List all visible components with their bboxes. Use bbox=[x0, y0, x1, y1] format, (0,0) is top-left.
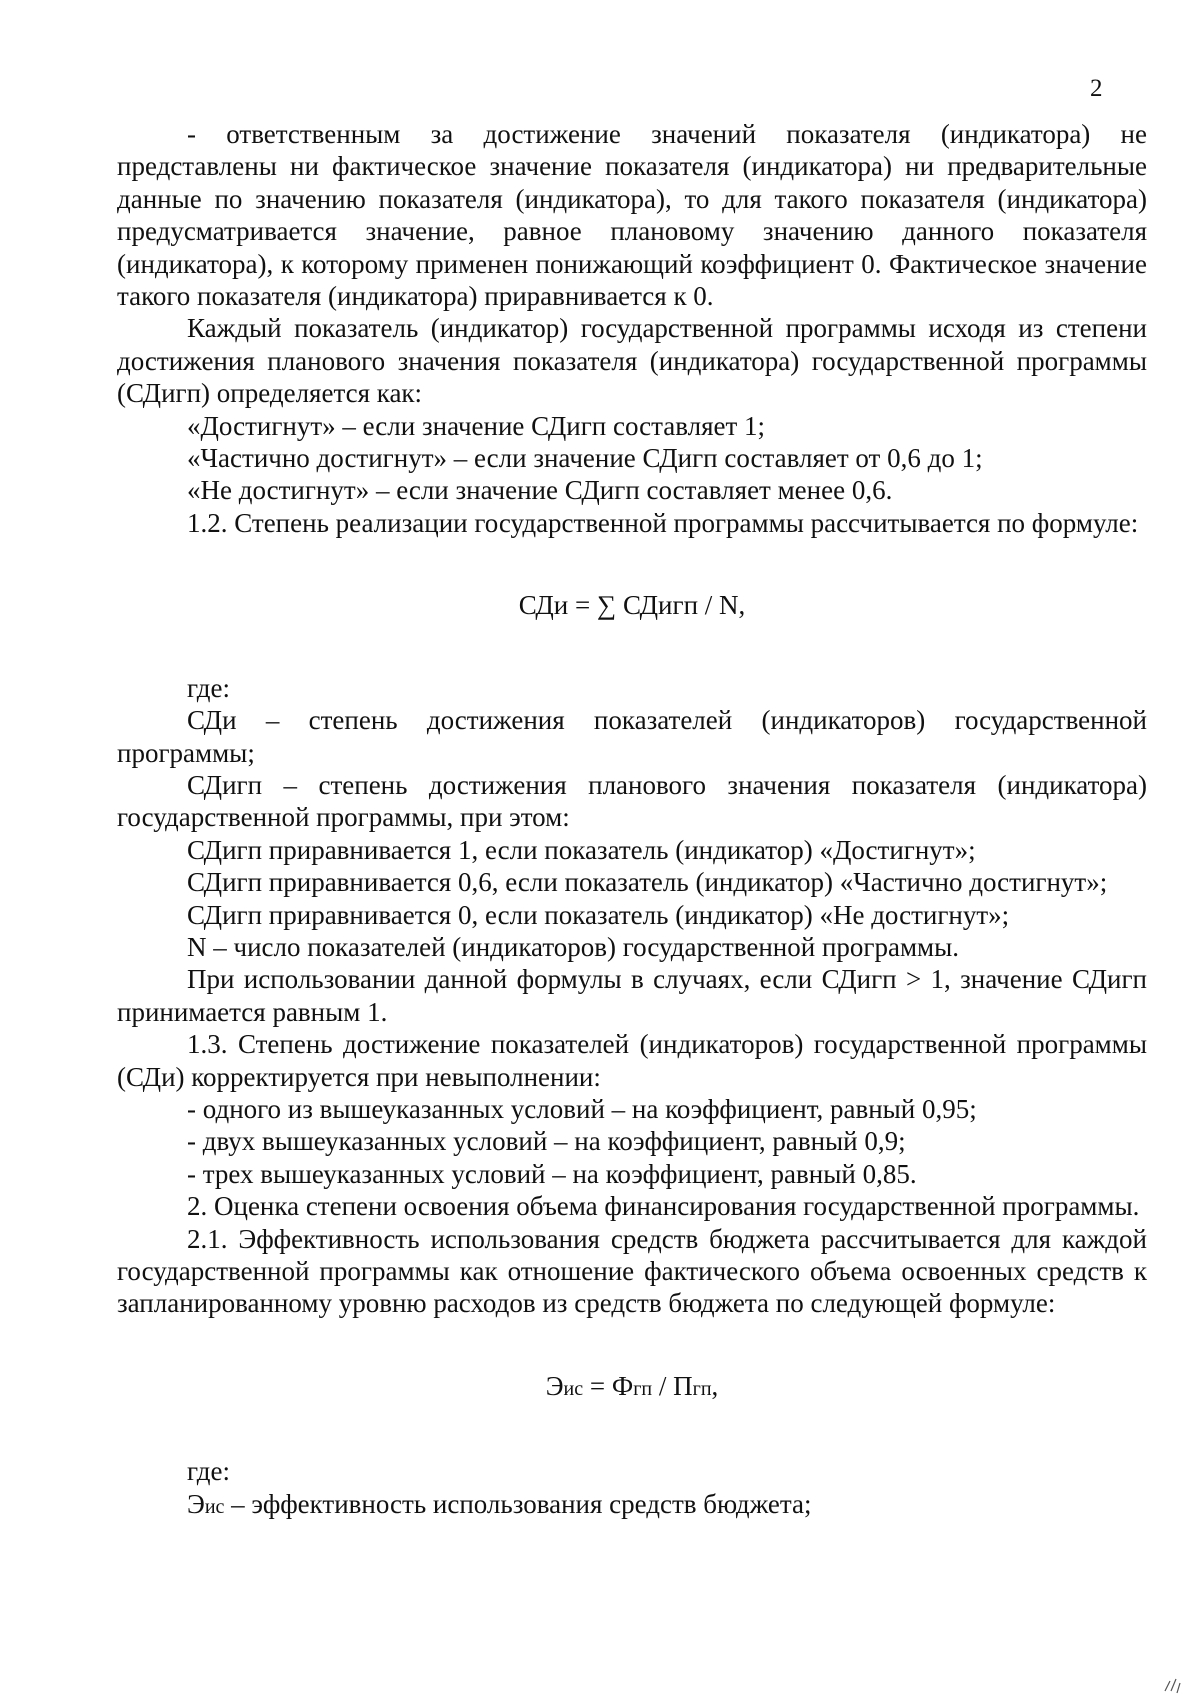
definition: СДигп приравнивается 0,6, если показатель (индикатор) «Частично достигнут»; bbox=[187, 867, 1108, 898]
definition bbox=[117, 1488, 1147, 1523]
spacer bbox=[117, 1320, 1147, 1370]
formula-part: Э bbox=[545, 1370, 564, 1401]
list-item: «Частично достигнут» – если значение СДигп составляет от 0,6 до 1; bbox=[187, 443, 983, 474]
formula-part: Э bbox=[187, 1488, 205, 1519]
formula-subscript: ис bbox=[563, 1377, 584, 1400]
document-body bbox=[117, 118, 1147, 1523]
spacer bbox=[117, 622, 1147, 672]
page-number: 2 bbox=[1090, 75, 1103, 102]
where-label: где: bbox=[187, 672, 230, 703]
list-item: - двух вышеуказанных условий – на коэффициент, равный 0,9; bbox=[187, 1126, 906, 1157]
definition: СДигп приравнивается 1, если показатель (индикатор) «Достигнут»; bbox=[187, 834, 976, 865]
section-heading: 2. Оценка степени освоения объема финансирования государственной программы. bbox=[187, 1191, 1140, 1222]
paragraph: - ответственным за достижение значений показателя (индикатора) не представлены ни фактическое значение показателя (индикатора) ни предварительные данные по значению показателя (индикатора), то для такого показателя (индикатора) предусматривается значение, равное плановому значению данного показателя (индикатора), к которому применен понижающий коэффициент 0. Фактическое значение такого показателя (индикатора) приравнивается к 0. bbox=[117, 119, 1147, 312]
definition: СДигп – степень достижения планового значения показателя (индикатора) государственной программы, при этом: bbox=[117, 769, 1147, 833]
list-item: - одного из вышеуказанных условий – на коэффициент, равный 0,95; bbox=[187, 1093, 977, 1124]
paragraph: При использовании данной формулы в случаях, если СДигп > 1, значение СДигп принимается равным 1. bbox=[117, 964, 1147, 1027]
list-item: «Не достигнут» – если значение СДигп составляет менее 0,6. bbox=[187, 475, 893, 506]
formula-eis bbox=[117, 1370, 1147, 1405]
definition: N – число показателей (индикаторов) государственной программы. bbox=[187, 931, 960, 962]
paragraph: 2.1. Эффективность использования средств бюджета рассчитывается для каждой государственной программы как отношение фактического объема освоенных средств к запланированному уровню расходов из средств бюджета по следующей формуле: bbox=[117, 1223, 1147, 1319]
paragraph: Каждый показатель (индикатор) государственной программы исходя из степени достижения планового значения показателя (индикатора) государственной программы (СДигп) определяется как: bbox=[117, 313, 1147, 409]
where-label: где: bbox=[187, 1456, 230, 1487]
handwritten-mark bbox=[1162, 1675, 1184, 1695]
formula-subscript: ис bbox=[204, 1495, 225, 1518]
formula-subscript: гп bbox=[633, 1377, 653, 1400]
paragraph: 1.3. Степень достижение показателей (индикаторов) государственной программы (СДи) корректируется при невыполнении: bbox=[117, 1029, 1147, 1092]
list-item: - трех вышеуказанных условий – на коэффициент, равный 0,85. bbox=[187, 1158, 917, 1189]
definition: СДи – степень достижения показателей (индикаторов) государственной программы; bbox=[117, 705, 1147, 768]
definition-text: – эффективность использования средств бюджета; bbox=[224, 1488, 812, 1519]
formula-part: = Ф bbox=[583, 1370, 634, 1401]
formula-part: / П bbox=[652, 1370, 693, 1401]
spacer bbox=[117, 539, 1147, 589]
definition: СДигп приравнивается 0, если показатель (индикатор) «Не достигнут»; bbox=[187, 899, 1010, 930]
paragraph: 1.2. Степень реализации государственной программы рассчитывается по формуле: bbox=[187, 507, 1139, 538]
formula-part: , bbox=[711, 1370, 719, 1401]
formula-subscript: гп bbox=[692, 1377, 712, 1400]
spacer bbox=[117, 1405, 1147, 1455]
formula-sdi: СДи = ∑ СДигп / N, bbox=[518, 590, 746, 621]
list-item: «Достигнут» – если значение СДигп составляет 1; bbox=[187, 410, 766, 441]
